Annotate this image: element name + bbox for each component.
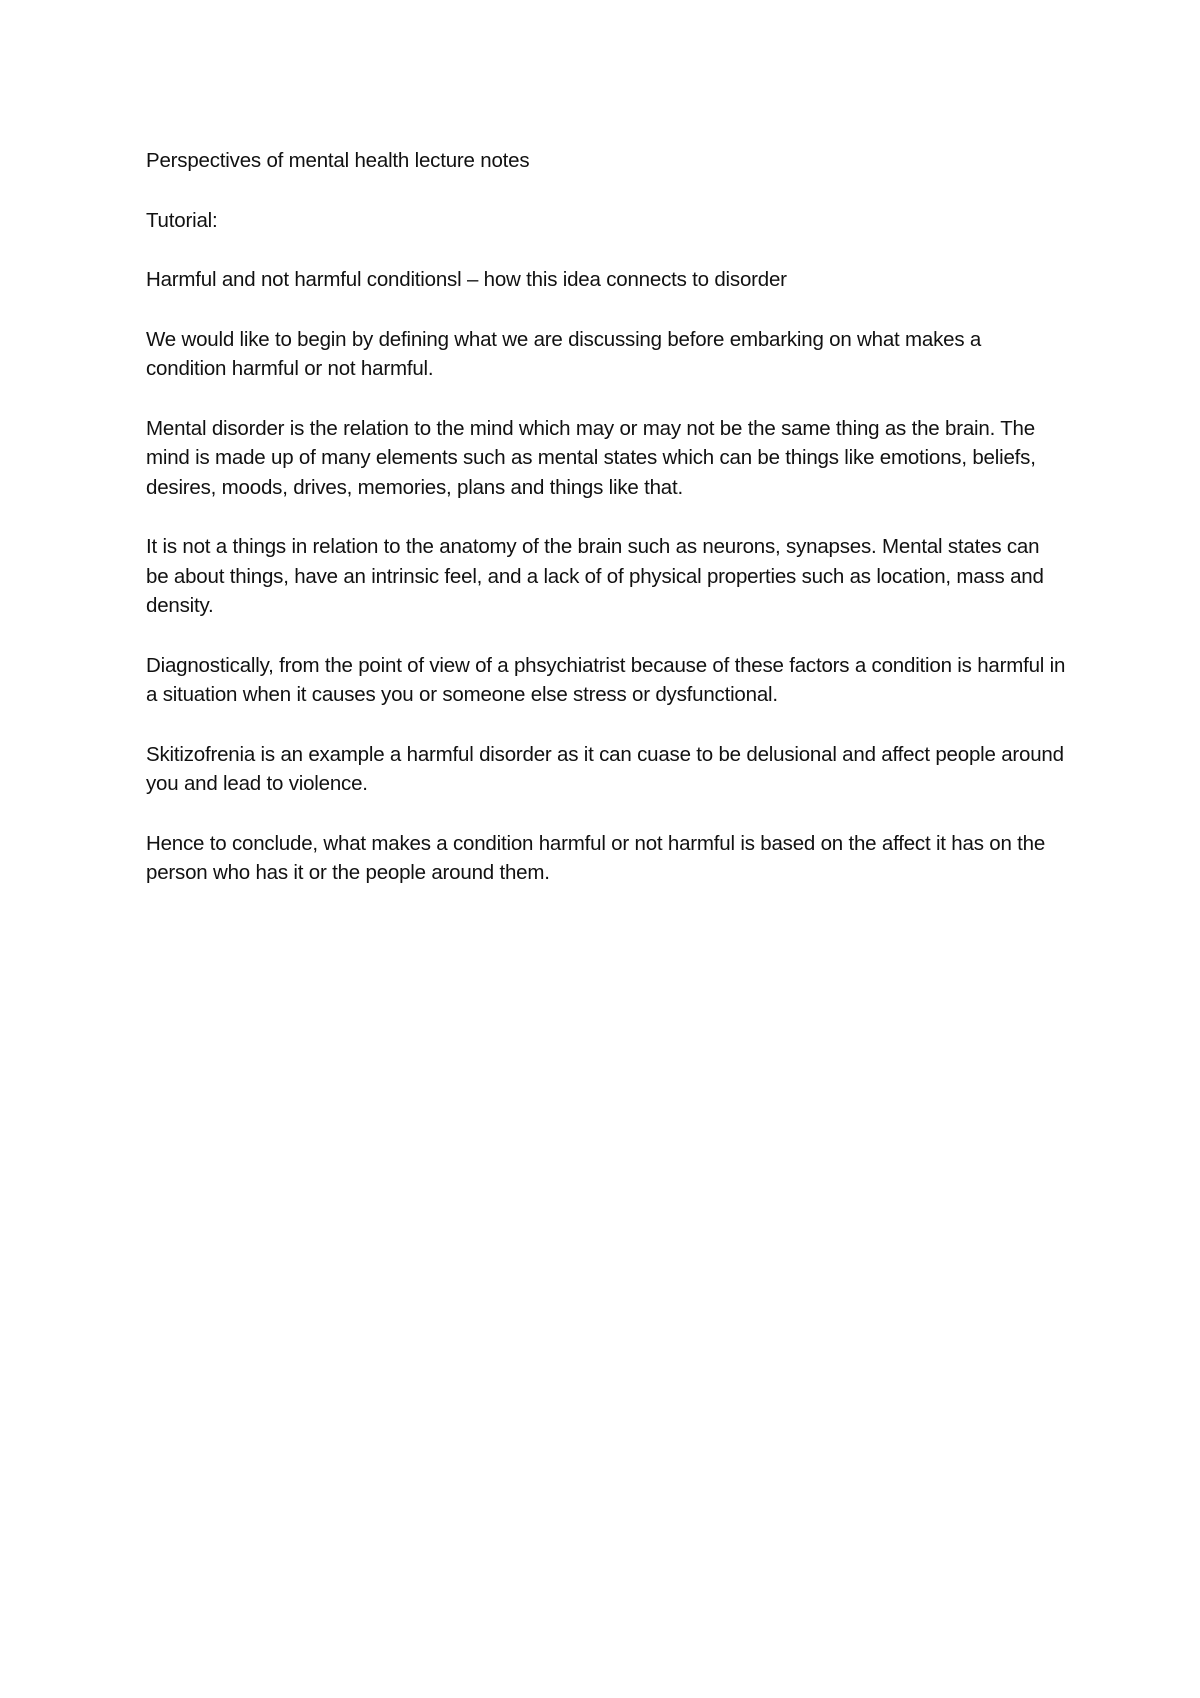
anatomy-paragraph: It is not a things in relation to the anatomy of the brain such as neurons, synapses. Mental states can be about things, have an intrinsic feel, and a lack of of physical properties such as location, mass and density. (146, 535, 1044, 617)
diagnostic-paragraph: Diagnostically, from the point of view of a phsychiatrist because of these factors a condition is harmful in a situation when it causes you or someone else stress or dysfunctional. (146, 653, 1066, 706)
mental-disorder-paragraph: Mental disorder is the relation to the mind which may or may not be the same thing as the brain. The mind is made up of many elements such as mental states which can be things like emotions, beliefs, desires, moods, drives, memories, plans and things like that. (146, 416, 1036, 499)
example-paragraph: Skitizofrenia is an example a harmful disorder as it can cuase to be delusional and affect people around you and lead to violence. (146, 742, 1064, 795)
document-body (146, 146, 1066, 918)
document-title: Perspectives of mental health lecture notes (146, 149, 530, 172)
intro-paragraph: We would like to begin by defining what we are discussing before embarking on what makes a condition harmful or not harmful. (146, 327, 982, 380)
topic-line: Harmful and not harmful conditionsl – how this idea connects to disorder (146, 268, 787, 291)
conclusion-paragraph: Hence to conclude, what makes a condition harmful or not harmful is based on the affect it has on the person who has it or the people around them. (146, 831, 1046, 884)
tutorial-heading: Tutorial: (146, 208, 218, 232)
